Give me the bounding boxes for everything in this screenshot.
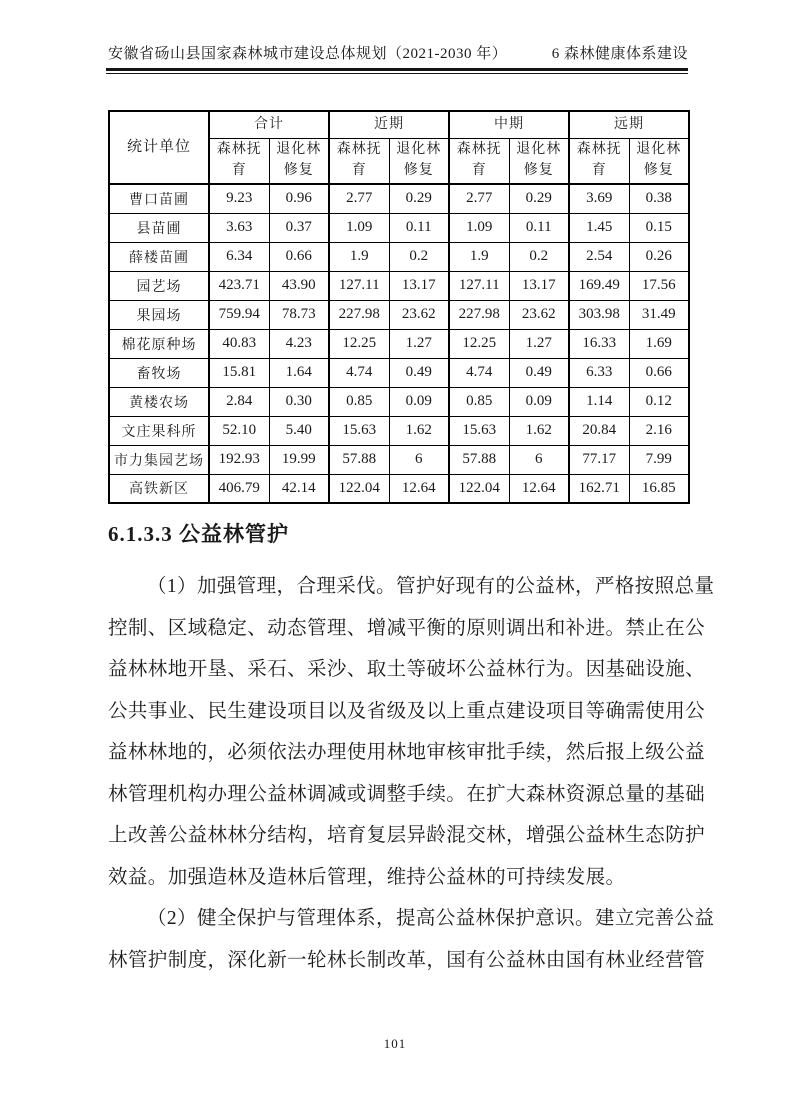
- value-cell: 0.85: [329, 387, 389, 416]
- sub-column-header: 退化林修复: [629, 138, 689, 184]
- value-cell: 1.64: [269, 358, 329, 387]
- value-cell: 6: [509, 445, 569, 474]
- value-cell: 0.12: [629, 387, 689, 416]
- table-row: [109, 213, 689, 242]
- sub-column-header: 退化林修复: [269, 138, 329, 184]
- value-cell: 9.23: [209, 184, 269, 213]
- unit-cell: 县苗圃: [109, 213, 209, 242]
- value-cell: 31.49: [629, 300, 689, 329]
- value-cell: 6: [389, 445, 449, 474]
- unit-cell: 果园场: [109, 300, 209, 329]
- value-cell: 13.17: [509, 271, 569, 300]
- value-cell: 16.85: [629, 474, 689, 503]
- value-cell: 2.54: [569, 242, 629, 271]
- value-cell: 1.9: [329, 242, 389, 271]
- value-cell: 227.98: [329, 300, 389, 329]
- value-cell: 0.2: [389, 242, 449, 271]
- value-cell: 2.16: [629, 416, 689, 445]
- value-cell: 0.09: [509, 387, 569, 416]
- value-cell: 227.98: [449, 300, 509, 329]
- value-cell: 5.40: [269, 416, 329, 445]
- value-cell: 127.11: [449, 271, 509, 300]
- value-cell: 127.11: [329, 271, 389, 300]
- value-cell: 12.64: [509, 474, 569, 503]
- value-cell: 2.77: [449, 184, 509, 213]
- value-cell: 3.63: [209, 213, 269, 242]
- value-cell: 20.84: [569, 416, 629, 445]
- table-row: [109, 271, 689, 300]
- table-row: [109, 300, 689, 329]
- value-cell: 2.84: [209, 387, 269, 416]
- header-rule: [106, 68, 688, 74]
- sub-column-header: 森林抚育: [569, 138, 629, 184]
- value-cell: 4.74: [329, 358, 389, 387]
- paragraph-line: 益林林地的，必须依法办理使用林地审核审批手续，然后报上级公益: [108, 742, 706, 763]
- column-group-header-near-term: 近期: [329, 111, 449, 138]
- value-cell: 2.77: [329, 184, 389, 213]
- value-cell: 78.73: [269, 300, 329, 329]
- value-cell: 0.96: [269, 184, 329, 213]
- value-cell: 1.09: [449, 213, 509, 242]
- value-cell: 12.25: [329, 329, 389, 358]
- table-row: [109, 416, 689, 445]
- sub-column-header: 森林抚育: [209, 138, 269, 184]
- paragraph-line: 林管护制度，深化新一轮林长制改革，国有公益林由国有林业经营管: [108, 949, 706, 971]
- table-corner-header: 统计单位: [109, 111, 209, 184]
- value-cell: 162.71: [569, 474, 629, 503]
- value-cell: 0.11: [389, 213, 449, 242]
- value-cell: 1.9: [449, 242, 509, 271]
- value-cell: 0.49: [509, 358, 569, 387]
- value-cell: 0.15: [629, 213, 689, 242]
- unit-cell: 黄楼农场: [109, 387, 209, 416]
- value-cell: 3.69: [569, 184, 629, 213]
- unit-cell: 市力集园艺场: [109, 445, 209, 474]
- value-cell: 12.64: [389, 474, 449, 503]
- value-cell: 0.30: [269, 387, 329, 416]
- value-cell: 0.09: [389, 387, 449, 416]
- unit-cell: 薛楼苗圃: [109, 242, 209, 271]
- unit-cell: 棉花原种场: [109, 329, 209, 358]
- value-cell: 0.49: [389, 358, 449, 387]
- value-cell: 1.62: [389, 416, 449, 445]
- value-cell: 1.45: [569, 213, 629, 242]
- paragraph-line: 林管理机构办理公益林调减或调整手续。在扩大森林资源总量的基础: [108, 783, 706, 805]
- page-number: 101: [383, 1036, 407, 1051]
- value-cell: 15.81: [209, 358, 269, 387]
- table-row: [109, 358, 689, 387]
- value-cell: 0.85: [449, 387, 509, 416]
- value-cell: 23.62: [509, 300, 569, 329]
- value-cell: 0.37: [269, 213, 329, 242]
- value-cell: 122.04: [329, 474, 389, 503]
- value-cell: 0.29: [509, 184, 569, 213]
- forest-tending-statistics-table: [108, 110, 690, 504]
- column-group-header-mid-term: 中期: [449, 111, 569, 138]
- value-cell: 43.90: [269, 271, 329, 300]
- value-cell: 1.27: [389, 329, 449, 358]
- value-cell: 122.04: [449, 474, 509, 503]
- value-cell: 77.17: [569, 445, 629, 474]
- table-row: [109, 387, 689, 416]
- value-cell: 4.74: [449, 358, 509, 387]
- value-cell: 406.79: [209, 474, 269, 503]
- value-cell: 1.62: [509, 416, 569, 445]
- value-cell: 19.99: [269, 445, 329, 474]
- sub-column-header: 森林抚育: [329, 138, 389, 184]
- table-row: [109, 445, 689, 474]
- value-cell: 0.29: [389, 184, 449, 213]
- sub-column-header: 退化林修复: [389, 138, 449, 184]
- unit-cell: 畜牧场: [109, 358, 209, 387]
- value-cell: 1.09: [329, 213, 389, 242]
- body-text: [108, 566, 715, 981]
- value-cell: 303.98: [569, 300, 629, 329]
- value-cell: 0.11: [509, 213, 569, 242]
- value-cell: 1.14: [569, 387, 629, 416]
- value-cell: 169.49: [569, 271, 629, 300]
- value-cell: 423.71: [209, 271, 269, 300]
- value-cell: 17.56: [629, 271, 689, 300]
- paragraph-line: 效益。加强造林及造林后管理，维持公益林的可持续发展。: [108, 866, 626, 888]
- value-cell: 1.27: [509, 329, 569, 358]
- paragraph-line: （1）加强管理，合理采伐。管护好现有的公益林，严格按照总量: [147, 576, 715, 597]
- page-header-left-title: 安徽省砀山县国家森林城市建设总体规划（2021-2030 年）: [108, 46, 508, 62]
- value-cell: 0.66: [629, 358, 689, 387]
- paragraph-line: （2）健全保护与管理体系，提高公益林保护意识。建立完善公益: [147, 908, 715, 929]
- value-cell: 0.38: [629, 184, 689, 213]
- value-cell: 12.25: [449, 329, 509, 358]
- value-cell: 0.26: [629, 242, 689, 271]
- value-cell: 759.94: [209, 300, 269, 329]
- table-row: [109, 242, 689, 271]
- paragraph: [108, 898, 715, 981]
- section-heading: 6.1.3.3 公益林管护: [108, 522, 289, 546]
- sub-column-header: 森林抚育: [449, 138, 509, 184]
- value-cell: 4.23: [269, 329, 329, 358]
- table-row: [109, 329, 689, 358]
- value-cell: 23.62: [389, 300, 449, 329]
- table-row: [109, 474, 689, 503]
- value-cell: 6.34: [209, 242, 269, 271]
- value-cell: 57.88: [329, 445, 389, 474]
- value-cell: 15.63: [329, 416, 389, 445]
- paragraph: [108, 566, 715, 898]
- value-cell: 1.69: [629, 329, 689, 358]
- value-cell: 15.63: [449, 416, 509, 445]
- value-cell: 192.93: [209, 445, 269, 474]
- column-group-header-total: 合计: [209, 111, 329, 138]
- value-cell: 16.33: [569, 329, 629, 358]
- paragraph-line: 益林林地开垦、采石、采沙、取土等破坏公益林行为。因基础设施、: [108, 659, 706, 680]
- unit-cell: 高铁新区: [109, 474, 209, 503]
- column-group-header-long-term: 远期: [569, 111, 689, 138]
- paragraph-line: 上改善公益林林分结构，培育复层异龄混交林，增强公益林生态防护: [108, 825, 706, 846]
- value-cell: 0.66: [269, 242, 329, 271]
- table-row: [109, 184, 689, 213]
- value-cell: 52.10: [209, 416, 269, 445]
- value-cell: 7.99: [629, 445, 689, 474]
- unit-cell: 文庄果科所: [109, 416, 209, 445]
- page-header-right-title: 6 森林健康体系建设: [551, 46, 688, 62]
- paragraph-line: 公共事业、民生建设项目以及省级及以上重点建设项目等确需使用公: [108, 700, 706, 722]
- value-cell: 40.83: [209, 329, 269, 358]
- value-cell: 6.33: [569, 358, 629, 387]
- value-cell: 13.17: [389, 271, 449, 300]
- value-cell: 42.14: [269, 474, 329, 503]
- value-cell: 0.2: [509, 242, 569, 271]
- table-body: [109, 184, 689, 503]
- sub-column-header: 退化林修复: [509, 138, 569, 184]
- value-cell: 57.88: [449, 445, 509, 474]
- unit-cell: 园艺场: [109, 271, 209, 300]
- unit-cell: 曹口苗圃: [109, 184, 209, 213]
- paragraph-line: 控制、区域稳定、动态管理、增减平衡的原则调出和补进。禁止在公: [108, 617, 706, 639]
- table-group-header-row: [109, 111, 689, 138]
- page-footer: [0, 1036, 790, 1052]
- page-header: [108, 44, 688, 64]
